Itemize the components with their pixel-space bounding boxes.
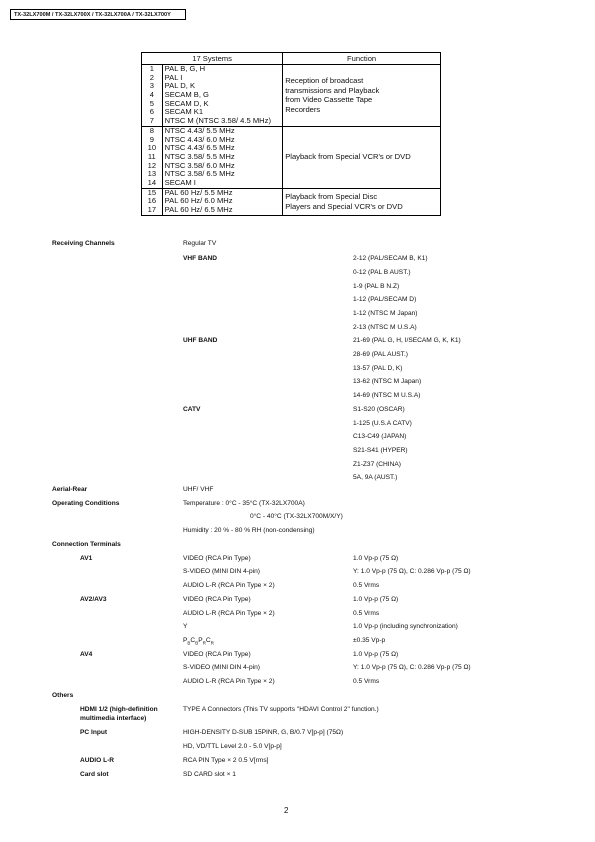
catv-5: Z1-Z37 (CHINA) xyxy=(353,461,401,468)
system-number-cell xyxy=(142,188,163,215)
av23-pbpr-value: ±0.35 Vp-p xyxy=(353,637,386,644)
system-function-line: Reception of broadcast xyxy=(285,76,364,86)
hdmi-label-2: multimedia interface) xyxy=(80,715,147,722)
av23-video-value: 1.0 Vp-p (75 Ω) xyxy=(353,596,399,603)
system-function-line: from Video Cassette Tape xyxy=(285,95,373,105)
system-function-line: Playback from Special VCR's or DVD xyxy=(285,152,411,162)
system-function-line: Playback from Special Disc xyxy=(285,192,378,202)
system-number-cell xyxy=(142,126,163,188)
av4-svideo-value: Y: 1.0 Vp-p (75 Ω), C: 0.286 Vp-p (75 Ω) xyxy=(353,664,471,671)
system-number: 12 xyxy=(147,160,157,170)
system-number: 8 xyxy=(149,125,154,135)
uhf-1: 21-69 (PAL G, H, I/SECAM G, K, K1) xyxy=(353,337,461,344)
av23-label: AV2/AV3 xyxy=(80,596,107,603)
system-name: SECAM B, G xyxy=(164,90,209,100)
audio-label: AUDIO L-R xyxy=(80,757,115,764)
connection-label: Connection Terminals xyxy=(52,541,121,548)
system-number: 1 xyxy=(149,64,154,73)
pc-label: PC Input xyxy=(80,729,108,736)
av23-y-value: 1.0 Vp-p (including synchronization) xyxy=(353,623,458,630)
vhf-1: 2-12 (PAL/SECAM B, K1) xyxy=(353,255,428,262)
humidity: Humidity : 20 % - 80 % RH (non-condensing) xyxy=(183,527,315,534)
catv-2: 1-125 (U.S.A CATV) xyxy=(353,420,412,427)
system-number: 5 xyxy=(149,98,154,108)
system-number: 4 xyxy=(149,90,154,100)
system-name: NTSC 4.43/ 6.0 MHz xyxy=(164,134,235,144)
temperature-1: Temperature : 0°C - 35°C (TX-32LX700A) xyxy=(183,500,305,507)
system-number: 13 xyxy=(147,169,157,179)
systems-table xyxy=(141,52,441,216)
av4-video: VIDEO (RCA Pin Type) xyxy=(183,651,251,658)
av1-audio: AUDIO L-R (RCA Pin Type × 2) xyxy=(183,582,275,589)
pc-value-1: HIGH-DENSITY D-SUB 15PINR, G, B/0.7 V[p-p] (75Ω) xyxy=(183,729,344,736)
av23-audio-value: 0.5 Vrms xyxy=(353,610,380,617)
catv-3: C13-C49 (JAPAN) xyxy=(353,433,407,440)
system-name: NTSC 4.43/ 5.5 MHz xyxy=(164,125,235,135)
av4-label: AV4 xyxy=(80,651,93,658)
vhf-6: 2-13 (NTSC M U.S.A) xyxy=(353,324,417,331)
hdmi-value: TYPE A Connectors (This TV supports "HDAVI Control 2" function.) xyxy=(183,706,379,713)
system-number: 10 xyxy=(147,143,157,153)
av1-audio-value: 0.5 Vrms xyxy=(353,582,380,589)
system-function-cell xyxy=(283,126,441,188)
av1-svideo-value: Y: 1.0 Vp-p (75 Ω), C: 0.286 Vp-p (75 Ω) xyxy=(353,568,471,575)
system-name-cell xyxy=(162,188,283,215)
av1-label: AV1 xyxy=(80,555,93,562)
system-number: 15 xyxy=(147,187,157,197)
card-label: Card slot xyxy=(80,771,109,778)
system-name: NTSC 4.43/ 6.5 MHz xyxy=(164,143,235,153)
av1-video-value: 1.0 Vp-p (75 Ω) xyxy=(353,555,399,562)
vhf-4: 1-12 (PAL/SECAM D) xyxy=(353,296,417,303)
system-number: 3 xyxy=(149,81,154,91)
system-number: 16 xyxy=(147,196,157,206)
model-header: TX-32LX700M / TX-32LX700X / TX-32LX700A / TX-32LX700Y xyxy=(10,9,186,20)
av4-video-value: 1.0 Vp-p (75 Ω) xyxy=(353,651,399,658)
av23-video: VIDEO (RCA Pin Type) xyxy=(183,596,251,603)
operating-label: Operating Conditions xyxy=(52,500,120,507)
system-name: NTSC M (NTSC 3.58/ 4.5 MHz) xyxy=(164,116,271,126)
system-function-cell xyxy=(283,65,441,127)
system-name: PAL 60 Hz/ 5.5 MHz xyxy=(164,187,233,197)
system-name: PAL D, K xyxy=(164,81,196,91)
uhf-4: 13-62 (NTSC M Japan) xyxy=(353,378,422,385)
aerial-value: UHF/ VHF xyxy=(183,486,214,493)
system-number: 17 xyxy=(147,205,157,214)
catv-1: S1-S20 (OSCAR) xyxy=(353,406,405,413)
card-value: SD CARD slot × 1 xyxy=(183,771,236,778)
hdmi-label-1: HDMI 1/2 (high-definition xyxy=(80,706,158,713)
vhf-5: 1-12 (NTSC M Japan) xyxy=(353,310,418,317)
av4-audio-value: 0.5 Vrms xyxy=(353,678,380,685)
av23-pbpr: $P_BC_BP_RC_R$ xyxy=(183,637,214,646)
system-function-line: Players and Special VCR's or DVD xyxy=(285,201,403,211)
system-name: PAL 60 Hz/ 6.0 MHz xyxy=(164,196,233,206)
system-number: 2 xyxy=(149,72,154,82)
systems-group xyxy=(142,188,441,215)
system-function-line: Recorders xyxy=(285,104,321,114)
system-name: SECAM K1 xyxy=(164,107,204,117)
catv-6: 5A, 9A (AUST.) xyxy=(353,474,398,481)
av23-y: Y xyxy=(183,623,188,630)
catv-label: CATV xyxy=(183,406,201,413)
vhf-3: 1-9 (PAL B N.Z) xyxy=(353,283,400,290)
system-number: 6 xyxy=(149,107,154,117)
av1-svideo: S-VIDEO (MINI DIN 4-pin) xyxy=(183,568,260,575)
av4-audio: AUDIO L-R (RCA Pin Type × 2) xyxy=(183,678,275,685)
system-name: PAL 60 Hz/ 6.5 MHz xyxy=(164,205,233,214)
uhf-3: 13-57 (PAL D, K) xyxy=(353,365,403,372)
system-name: NTSC 3.58/ 6.5 MHz xyxy=(164,169,235,179)
systems-header: 17 Systems xyxy=(142,53,283,65)
av4-svideo: S-VIDEO (MINI DIN 4-pin) xyxy=(183,664,260,671)
page-number: 2 xyxy=(284,806,289,815)
systems-group xyxy=(142,126,441,188)
receiving-label: Receiving Channels xyxy=(52,240,115,247)
system-name: PAL I xyxy=(164,72,183,82)
others-label: Others xyxy=(52,692,74,699)
regular-tv-label: Regular TV xyxy=(183,240,217,247)
temperature-2: 0°C - 40°C (TX-32LX700M/X/Y) xyxy=(250,513,343,520)
vhf-label: VHF BAND xyxy=(183,255,218,262)
system-function-line: transmissions and Playback xyxy=(285,85,380,95)
system-name-cell xyxy=(162,65,283,127)
pc-value-2: HD, VD/TTL Level 2.0 - 5.0 V[p-p] xyxy=(183,743,282,750)
av23-audio: AUDIO L-R (RCA Pin Type × 2) xyxy=(183,610,275,617)
uhf-5: 14-69 (NTSC M U.S.A) xyxy=(353,392,421,399)
aerial-label: Aerial-Rear xyxy=(52,486,88,493)
system-number-cell xyxy=(142,65,163,127)
system-name: SECAM I xyxy=(164,177,196,187)
function-header: Function xyxy=(283,53,441,65)
av1-video: VIDEO (RCA Pin Type) xyxy=(183,555,251,562)
uhf-2: 28-69 (PAL AUST.) xyxy=(353,351,408,358)
systems-group xyxy=(142,65,441,127)
system-number: 7 xyxy=(149,116,154,126)
system-name: PAL B, G, H xyxy=(164,64,206,73)
systems-body xyxy=(142,65,441,216)
system-name: NTSC 3.58/ 5.5 MHz xyxy=(164,151,235,161)
catv-4: S21-S41 (HYPER) xyxy=(353,447,408,454)
system-number: 11 xyxy=(147,151,156,161)
system-number: 14 xyxy=(147,177,157,187)
system-function-cell xyxy=(283,188,441,215)
audio-value: RCA PIN Type × 2 0.5 V[rms] xyxy=(183,757,269,764)
vhf-2: 0-12 (PAL B AUST.) xyxy=(353,269,411,276)
system-number: 9 xyxy=(149,134,154,144)
uhf-label: UHF BAND xyxy=(183,337,218,344)
system-name: SECAM D, K xyxy=(164,98,209,108)
system-name: NTSC 3.58/ 6.0 MHz xyxy=(164,160,235,170)
system-name-cell xyxy=(162,126,283,188)
